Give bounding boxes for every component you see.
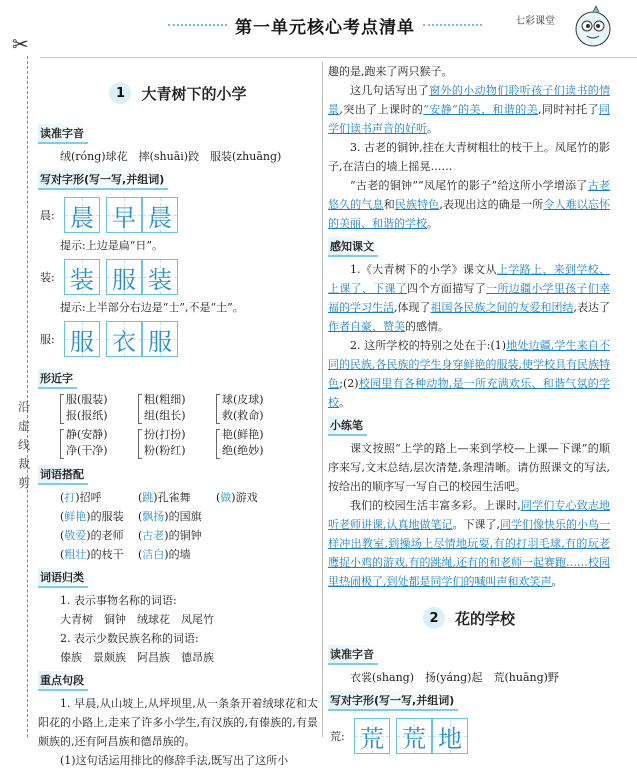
key-passage-note: (1)这句话运用排比的修辞手法,既写出了这所小: [60, 754, 289, 767]
similar-char: 艳(鲜艳): [216, 427, 294, 443]
similar-char: 服(服装): [60, 392, 138, 408]
title-dots-left: [168, 24, 227, 26]
similar-char: 球(皮球): [216, 392, 294, 408]
similar-char: 粗(粗细): [138, 392, 216, 408]
mascot-icon: [570, 4, 616, 50]
writing-box: 服: [64, 321, 100, 357]
writing-box: 地: [432, 718, 468, 754]
lesson-title: 大青树下的小学: [141, 84, 247, 103]
collocation: (古老)的铜钟: [138, 529, 202, 542]
summary-paragraph: 1.《大青树下的小学》课文从上学路上、来到学校、上课了、下课了四个方面描写了一所边疆小学里孩子们幸福的学习生活,体现了祖国各民族之间的友爱和团结,表达了作者自豪、赞美的感情。: [328, 263, 611, 333]
writing-box: 服: [106, 259, 142, 295]
page-header: [0, 0, 637, 56]
similar-char: 救(救命): [222, 409, 264, 422]
cut-line: [27, 56, 28, 737]
analysis-paragraph: 这几句话写出了窗外的小动物们聆听孩子们读书的情景,突出了上课时的“安静”的美、和谐的美,同时衬托了同学们读书声音的好听。: [328, 84, 611, 135]
left-column: [38, 62, 318, 770]
collocation-table: [60, 488, 318, 564]
similar-char: 净(干净): [66, 444, 108, 457]
collocation: (鲜艳)的服装: [60, 510, 124, 523]
writing-box: 早: [106, 197, 142, 233]
similar-char: 粉(粉红): [144, 444, 186, 457]
cut-instruction: 沿虚线裁剪: [18, 400, 31, 490]
word-class-line: 1. 表示事物名称的词语:: [60, 594, 177, 607]
analysis-paragraph: “古老的铜钟”“凤尾竹的影子”给这所小学增添了古老悠久的气息和民族特色,表现出这的确是一所令人难以忘怀的美丽、和谐的学校。: [328, 179, 611, 230]
passage-line: 趣的是,跑来了两只猴子。: [328, 65, 453, 78]
lesson-number: 1: [109, 82, 131, 104]
writing-char: 服:: [40, 333, 55, 346]
similar-char: 扮(打扮): [138, 427, 216, 443]
writing-char: 装:: [40, 271, 55, 284]
exercise-answer: 我们的校园生活丰富多彩。上课时,同学们专心致志地听老师讲课,认真地做笔记。下课了,同学们像快乐的小鸟一样冲出教室,到操场上尽情地玩耍,有的打羽毛球,有的玩老鹰捉小鸡的游戏,有的跳绳,还有的和老师一起赛跑……校园里热闹极了,到处都是同学们的喊叫声和欢笑声。: [328, 499, 610, 588]
exercise-prompt: 课文按照“上学的路上—来到学校—上课—下课”的顺序来写,文末总结,层次清楚,条理清晰。请仿照课文的写法,按给出的顺序写一写自己的校园生活吧。: [328, 442, 610, 493]
collocation: (打)招呼: [60, 491, 102, 504]
word-class-line: 大青树 铜钟 绒球花 凤尾竹: [60, 613, 214, 626]
pinyin-line: 衣裳(shang) 扬(yáng)起 荒(huāng)野: [350, 671, 559, 684]
writing-char: 晨:: [40, 209, 55, 222]
writing-char: 荒:: [330, 730, 345, 743]
right-column: [328, 62, 610, 758]
similar-char: 组(组长): [144, 409, 186, 422]
section-label: 词语归类: [38, 568, 88, 588]
writing-box: 服: [142, 321, 178, 357]
similar-char: 绝(绝妙): [222, 444, 264, 457]
section-label: 小练笔: [328, 416, 367, 436]
section-label: 形近字: [38, 369, 77, 389]
brand-label: 七彩课堂: [515, 16, 555, 27]
writing-row: [328, 717, 610, 755]
section-label: 感知课文: [328, 237, 378, 257]
section-label: 写对字形(写一写,并组词): [328, 691, 458, 711]
word-class-line: 2. 表示少数民族名称的词语:: [60, 632, 199, 645]
section-label: 重点句段: [38, 671, 88, 691]
title-dots-right: [423, 24, 482, 26]
section-label: 写对字形(写一写,并组词): [38, 170, 168, 190]
similar-chars-table: [60, 392, 318, 459]
collocation: (粗壮)的枝干: [60, 548, 124, 561]
collocation: (洁白)的墙: [138, 548, 191, 561]
column-divider: [322, 62, 323, 737]
pinyin-line: 绒(róng)球花 摔(shuāi)跤 服装(zhuāng): [60, 150, 282, 163]
summary-paragraph: 2. 这所学校的特别之处在于:(1)地处边疆,学生来自不同的民族,各民族的学生身穿鲜艳的服装,使学校具有民族特色;(2)校园里有各种动物,是一所充满欢乐、和谐气氛的学校。: [328, 339, 611, 409]
writing-row: [38, 196, 318, 234]
writing-box: 晨: [142, 197, 178, 233]
title-bar: [160, 12, 490, 38]
key-passage: 3. 古老的铜钟,挂在大青树粗壮的枝干上。凤尾竹的影子,在洁白的墙上摇晃……: [328, 141, 610, 173]
collocation: (敬爱)的老师: [60, 529, 124, 542]
word-class-line: 傣族 景颇族 阿昌族 德昂族: [60, 651, 214, 664]
similar-char: 静(安静): [60, 427, 138, 443]
scissors-icon: ✂: [12, 32, 29, 56]
writing-box: 荒: [354, 718, 390, 754]
section-label: 读准字音: [38, 124, 88, 144]
section-label: 读准字音: [328, 645, 378, 665]
key-passage: 1. 早晨,从山坡上,从坪坝里,从一条条开着绒球花和太阳花的小路上,走来了许多小学生,有汉族的,有傣族的,有景颇族的,还有阿昌族和德昂族的。: [38, 697, 318, 748]
lesson-title: 花的学校: [454, 609, 515, 628]
collocation: (飘扬)的国旗: [138, 510, 202, 523]
collocation: (做)游戏: [216, 491, 258, 504]
collocation: (跳)孔雀舞: [138, 491, 191, 504]
writing-box: 衣: [106, 321, 142, 357]
page-title: 第一单元核心考点清单: [235, 17, 415, 38]
writing-tip: 提示:上半部分右边是“士”,不是“土”。: [60, 301, 244, 314]
writing-tip: 提示:上边是扁“日”。: [60, 239, 163, 252]
writing-box: 装: [142, 259, 178, 295]
writing-box: 装: [64, 259, 100, 295]
writing-box: 晨: [64, 197, 100, 233]
header-rule: [40, 57, 637, 58]
section-label: 词语搭配: [38, 465, 88, 485]
lesson-heading: [38, 82, 318, 104]
lesson-number: 2: [423, 607, 445, 629]
similar-char: 报(报纸): [66, 409, 108, 422]
writing-row: [38, 320, 318, 358]
writing-box: 荒: [396, 718, 432, 754]
writing-row: [38, 258, 318, 296]
lesson-heading: [328, 607, 610, 629]
